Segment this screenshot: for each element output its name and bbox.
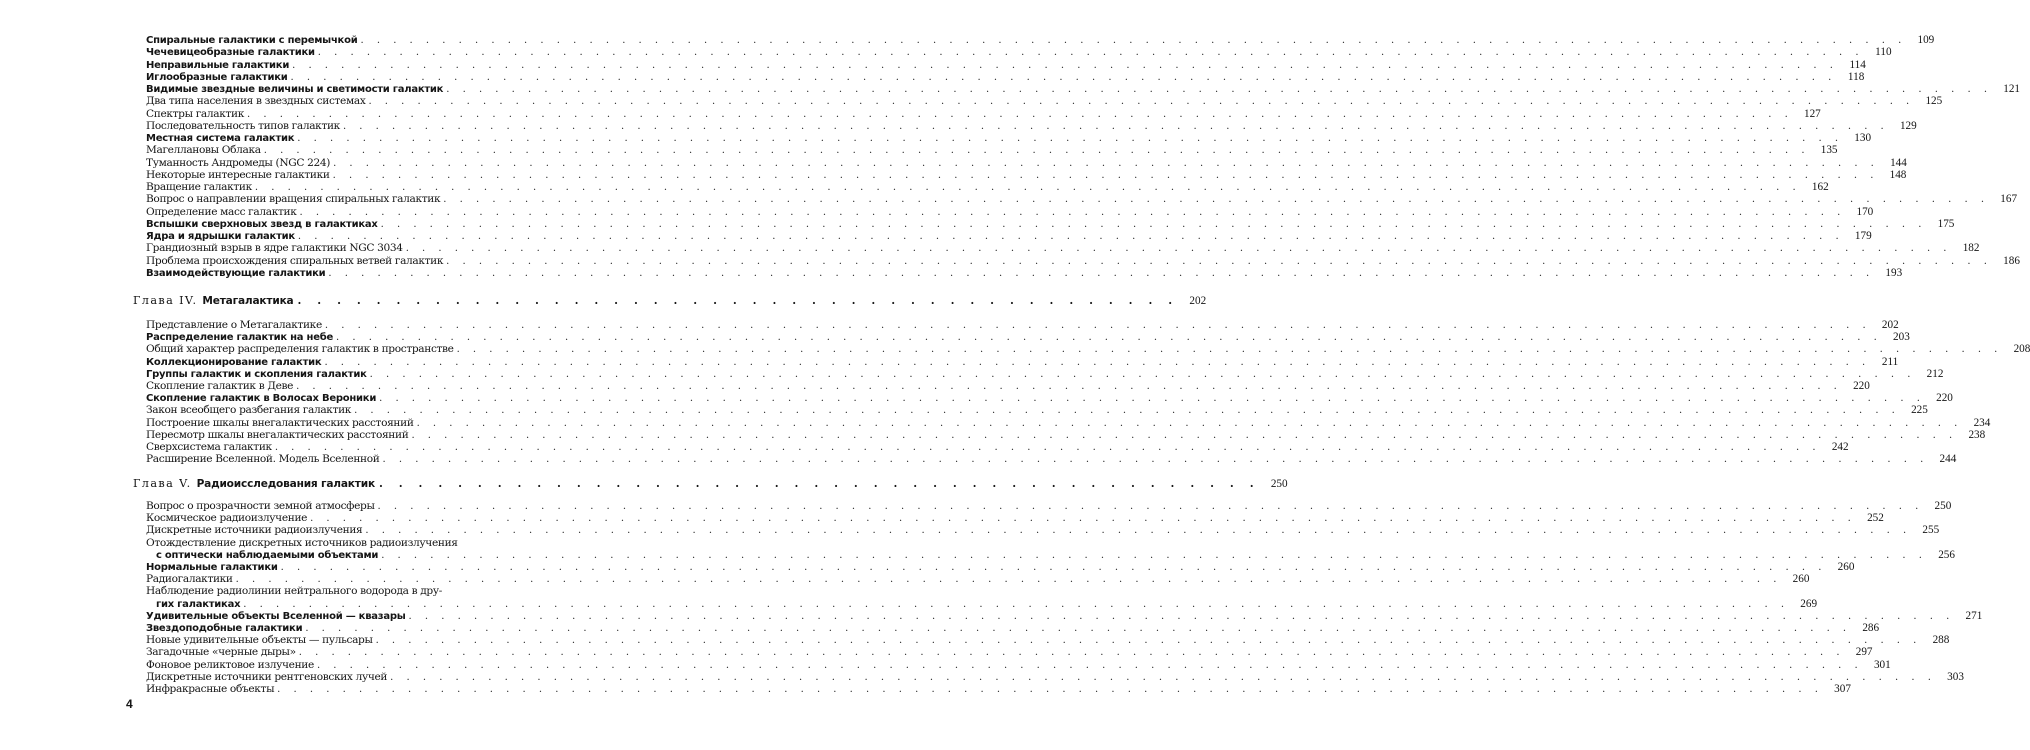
chapter-5-label: Глава V. <box>133 477 192 490</box>
toc-entry-page: 162 <box>1811 181 1829 193</box>
leader-dots <box>293 381 1842 393</box>
leader-dots <box>378 219 1927 231</box>
chapter-4-title: Метагалактика <box>202 295 294 307</box>
chapter-4-label: Глава IV. <box>133 294 198 307</box>
toc-entry <box>146 683 1851 695</box>
toc-entry-page: 297 <box>1855 646 1873 659</box>
leader-dots <box>333 332 1882 344</box>
toc-entry-page: 170 <box>1856 205 1874 218</box>
toc-entry-page: 202 <box>1881 319 1899 331</box>
toc-entry-page: 252 <box>1867 512 1884 525</box>
leader-dots <box>375 501 1924 513</box>
toc-entry <box>146 453 1957 466</box>
toc-entry <box>146 585 484 597</box>
leader-dots <box>365 96 1914 108</box>
toc-entry <box>146 46 1892 59</box>
toc-entry-page: 269 <box>1800 597 1818 610</box>
toc-entry-page: 182 <box>1962 242 1980 255</box>
toc-entry <box>146 609 1983 622</box>
toc-entry-title: Туманность Андромеды (NGC 224) <box>146 156 331 169</box>
chapter-5-title: Радиоисследования галактик <box>196 478 375 490</box>
toc-entry-title: Общий характер распределения галактик в пространстве <box>146 343 454 356</box>
toc-entry-title: Дискретные источники рентгеновских лучей <box>146 670 388 683</box>
toc-entry-page: 301 <box>1873 658 1891 671</box>
leader-dots <box>403 243 1952 255</box>
toc-entry <box>146 343 2030 356</box>
leader-dots <box>278 562 1827 574</box>
leader-dots <box>272 442 1821 454</box>
toc-entry <box>146 658 1891 671</box>
toc-entry-title: Нормальные галактики <box>146 562 278 573</box>
toc-entry <box>146 597 1818 610</box>
chapter-5-heading <box>133 476 1288 490</box>
toc-entry-title: Пересмотр шкалы внегалактических расстояний <box>146 428 409 441</box>
toc-entry-page: 242 <box>1831 441 1849 453</box>
toc-entry-title: Скопление галактик в Деве <box>146 380 294 392</box>
leader-dots <box>294 133 1843 145</box>
toc-entry-title: Отождествление дискретных источников радиоизлучения <box>146 536 458 549</box>
toc-entry-page: 244 <box>1939 453 1957 466</box>
toc-entry <box>146 217 1955 230</box>
toc-entry <box>146 646 1873 659</box>
toc-entry-page: 220 <box>1853 380 1870 392</box>
toc-entry-title: Местная система галактик <box>146 133 295 144</box>
toc-entry-page: 225 <box>1911 404 1928 417</box>
toc-entry-page: 212 <box>1926 367 1944 380</box>
toc-entry-page: 135 <box>1820 144 1838 157</box>
leader-dots <box>302 623 1851 635</box>
toc-entry-title: Магеллановы Облака <box>146 144 261 157</box>
toc-entry-title: Сверхсистема галактик <box>146 441 272 453</box>
toc-entry-page: 167 <box>2000 193 2018 206</box>
toc-entry <box>146 331 1910 344</box>
toc-entry <box>146 500 1952 512</box>
toc-entry <box>146 355 1899 368</box>
toc-entry-title: гих галактиках <box>156 598 241 610</box>
toc-entry-page: 121 <box>2003 83 2021 95</box>
toc-entry <box>146 70 1865 83</box>
toc-entry <box>146 573 1810 586</box>
toc-entry <box>146 83 2021 95</box>
toc-entry <box>146 561 1855 573</box>
toc-entry-title: Наблюдение радиолинии нейтрального водорода в дру- <box>146 585 442 598</box>
leader-dots <box>362 525 1911 537</box>
toc-entry-page: 109 <box>1917 34 1935 46</box>
toc-entry <box>146 242 1980 255</box>
toc-entry <box>146 404 1928 417</box>
toc-entry-page: 203 <box>1893 331 1910 344</box>
leader-dots <box>325 268 1874 280</box>
toc-entry-page: 208 <box>2013 343 2030 356</box>
toc-entry <box>146 156 1907 169</box>
toc-entry-title: Спиральные галактики с перемычкой <box>146 35 358 46</box>
toc-entry-page: 234 <box>1973 416 1991 429</box>
toc-entry <box>146 34 1935 46</box>
toc-entry-title: Грандиозный взрыв в ядре галактики NGC 3034 <box>146 242 403 255</box>
leader-dots <box>252 182 1801 194</box>
toc-entry <box>146 524 1940 537</box>
toc-entry <box>146 266 1903 279</box>
leader-dots <box>295 231 1844 243</box>
leader-dots <box>357 35 1906 47</box>
toc-entry-title: Группы галактик и скопления галактик <box>146 368 367 380</box>
toc-entry <box>146 548 1955 561</box>
toc-entry-title: Вопрос о направлении вращения спиральных галактик <box>146 193 441 206</box>
toc-entry <box>146 441 1849 453</box>
toc-entry <box>146 119 1917 132</box>
toc-entry-title: Дискретные источники радиоизлучения <box>146 524 363 537</box>
toc-entry-page: 256 <box>1938 548 1955 561</box>
leader-dots <box>380 454 1929 466</box>
toc-entry-page: 129 <box>1899 119 1917 132</box>
toc-entry-page: 186 <box>2003 254 2020 267</box>
toc-entry-title: Расширение Вселенной. Модель Вселенной <box>146 453 380 466</box>
toc-entry <box>146 254 2020 267</box>
toc-entry <box>146 634 1950 647</box>
leader-dots <box>240 599 1789 611</box>
leader-dots <box>288 72 1837 84</box>
toc-entry-page: 118 <box>1847 70 1865 83</box>
toc-entry <box>146 181 1829 193</box>
toc-entry-title: Два типа населения в звездных системах <box>146 95 366 108</box>
toc-entry <box>146 537 484 549</box>
toc-entry-page: 238 <box>1968 428 1986 441</box>
toc-entry-page: 148 <box>1889 168 1907 181</box>
toc-entry <box>146 319 1899 331</box>
toc-entry <box>146 622 1880 634</box>
leader-dots <box>274 684 1823 696</box>
toc-entry-page: 286 <box>1862 622 1880 634</box>
toc-entry <box>146 512 1884 525</box>
leader-dots <box>443 84 1992 96</box>
toc-entry-title: Построение шкалы внегалактических расстояний <box>146 416 414 429</box>
leader-dots <box>315 47 1864 59</box>
toc-entry-title: Скопление галактик в Волосах Вероники <box>146 393 377 405</box>
toc-entry <box>146 168 1907 181</box>
toc-entry-title: Видимые звездные величины и светимости галактик <box>146 84 444 95</box>
toc-entry-title: Вспышки сверхновых звезд в галактиках <box>146 218 378 230</box>
toc-entry-title: Вопрос о прозрачности земной атмосферы <box>146 500 375 512</box>
toc-entry <box>146 416 1991 429</box>
toc-entry-page: 271 <box>1965 609 1983 622</box>
toc-entry-page: 144 <box>1890 156 1907 169</box>
toc-entry-page: 130 <box>1854 132 1872 144</box>
leader-dots <box>378 550 1927 562</box>
toc-entry-title: Неправильные галактики <box>146 59 290 71</box>
toc-entry-page: 250 <box>1934 500 1952 512</box>
toc-entry-title: Удивительные объекты Вселенной — квазары <box>146 610 406 622</box>
toc-entry <box>146 193 2018 206</box>
leader-dots <box>373 635 1922 647</box>
leader-dots <box>314 660 1863 672</box>
leader-dots <box>244 109 1793 121</box>
toc-entry-title: Новые удивительные объекты — пульсары <box>146 634 373 647</box>
toc-entry <box>146 205 1874 218</box>
chapter-5-page: 250 <box>1270 478 1288 490</box>
leader-dots <box>322 320 1871 332</box>
leader-dots <box>454 344 2003 356</box>
toc-entry-title: Фоновое реликтовое излучение <box>146 658 314 671</box>
chapter-4-page: 202 <box>1189 295 1207 307</box>
toc-entry-title: Спектры галактик <box>146 107 244 120</box>
toc-entry <box>146 380 1870 392</box>
toc-entry <box>146 107 1821 120</box>
toc-entry-title: Вращение галактик <box>146 181 252 193</box>
toc-entry-title: Иглообразные галактики <box>146 71 288 83</box>
leader-dots <box>367 369 1916 381</box>
toc-entry-title: Определение масс галактик <box>146 205 297 218</box>
toc-entry-page: 179 <box>1854 230 1872 242</box>
toc-entry-page: 307 <box>1834 683 1851 695</box>
toc-entry-page: 125 <box>1925 95 1943 108</box>
leader-dots <box>351 405 1900 417</box>
toc-entry-page: 260 <box>1792 573 1810 586</box>
chapter-4-heading <box>133 293 1207 307</box>
leader-dots <box>330 158 1879 170</box>
toc-entry-title: Распределение галактик на небе <box>146 332 333 344</box>
toc-entry-title: с оптически наблюдаемыми объектами <box>156 549 379 561</box>
toc-entry-page: 220 <box>1936 392 1953 405</box>
toc-entry <box>146 230 1872 242</box>
toc-entry-page: 288 <box>1932 634 1950 647</box>
toc-entry-page: 255 <box>1922 524 1940 537</box>
leader-dots <box>408 430 1957 442</box>
leader-dots <box>375 476 1260 490</box>
toc-entry-page: 211 <box>1881 355 1899 368</box>
leader-dots <box>387 672 1936 684</box>
leader-dots <box>414 418 1963 430</box>
leader-dots <box>307 513 1856 525</box>
toc-entry-page: 260 <box>1837 561 1855 573</box>
toc-entry-page: 114 <box>1849 58 1866 71</box>
toc-entry-page: 193 <box>1885 266 1903 279</box>
leader-dots <box>261 145 1810 157</box>
leader-dots <box>340 121 1889 133</box>
toc-entry-title: Ядра и ядрышки галактик <box>146 231 295 242</box>
toc-entry-title: Космическое радиоизлучение <box>146 512 308 525</box>
leader-dots <box>296 207 1845 219</box>
toc-entry-title: Коллекционирование галактик <box>146 356 322 368</box>
toc-entry-page: 303 <box>1947 670 1964 683</box>
toc-entry-title: Инфракрасные объекты <box>146 683 275 695</box>
toc-entry <box>146 144 1838 157</box>
toc-entry-title: Звездоподобные галактики <box>146 623 303 634</box>
toc-entry <box>146 428 1986 441</box>
toc-entry-page: 110 <box>1875 46 1892 59</box>
toc-entry-title: Представление о Метагалактике <box>146 319 322 331</box>
leader-dots <box>406 611 1955 623</box>
toc-entry-title: Некоторые интересные галактики <box>146 168 330 181</box>
toc-entry <box>146 132 1872 144</box>
toc-entry <box>146 367 1944 380</box>
toc-entry-page: 175 <box>1937 217 1955 230</box>
toc-entry-title: Закон всеобщего разбегания галактик <box>146 404 352 417</box>
leader-dots <box>330 170 1879 182</box>
toc-entry <box>146 58 1866 71</box>
leader-dots <box>440 194 1989 206</box>
toc-entry-title: Радиогалактики <box>146 573 233 586</box>
leader-dots <box>443 256 1992 268</box>
leader-dots <box>376 393 1925 405</box>
toc-entry-title: Загадочные «черные дыры» <box>146 646 296 659</box>
toc-entry <box>146 392 1953 405</box>
toc-entry <box>146 670 1964 683</box>
toc-entry-title: Чечевицеобразные галактики <box>146 47 315 59</box>
toc-entry-title: Взаимодействующие галактики <box>146 267 326 279</box>
toc-entry <box>146 95 1943 108</box>
page-number: 4 <box>126 697 133 711</box>
leader-dots <box>296 647 1845 659</box>
leader-dots <box>321 357 1870 369</box>
leader-dots <box>233 574 1782 586</box>
toc-entry-page: 127 <box>1803 107 1821 120</box>
toc-entry-title: Проблема происхождения спиральных ветвей галактик <box>146 254 444 267</box>
toc-entry-title: Последовательность типов галактик <box>146 119 340 132</box>
leader-dots <box>294 293 1179 307</box>
leader-dots <box>289 60 1838 72</box>
